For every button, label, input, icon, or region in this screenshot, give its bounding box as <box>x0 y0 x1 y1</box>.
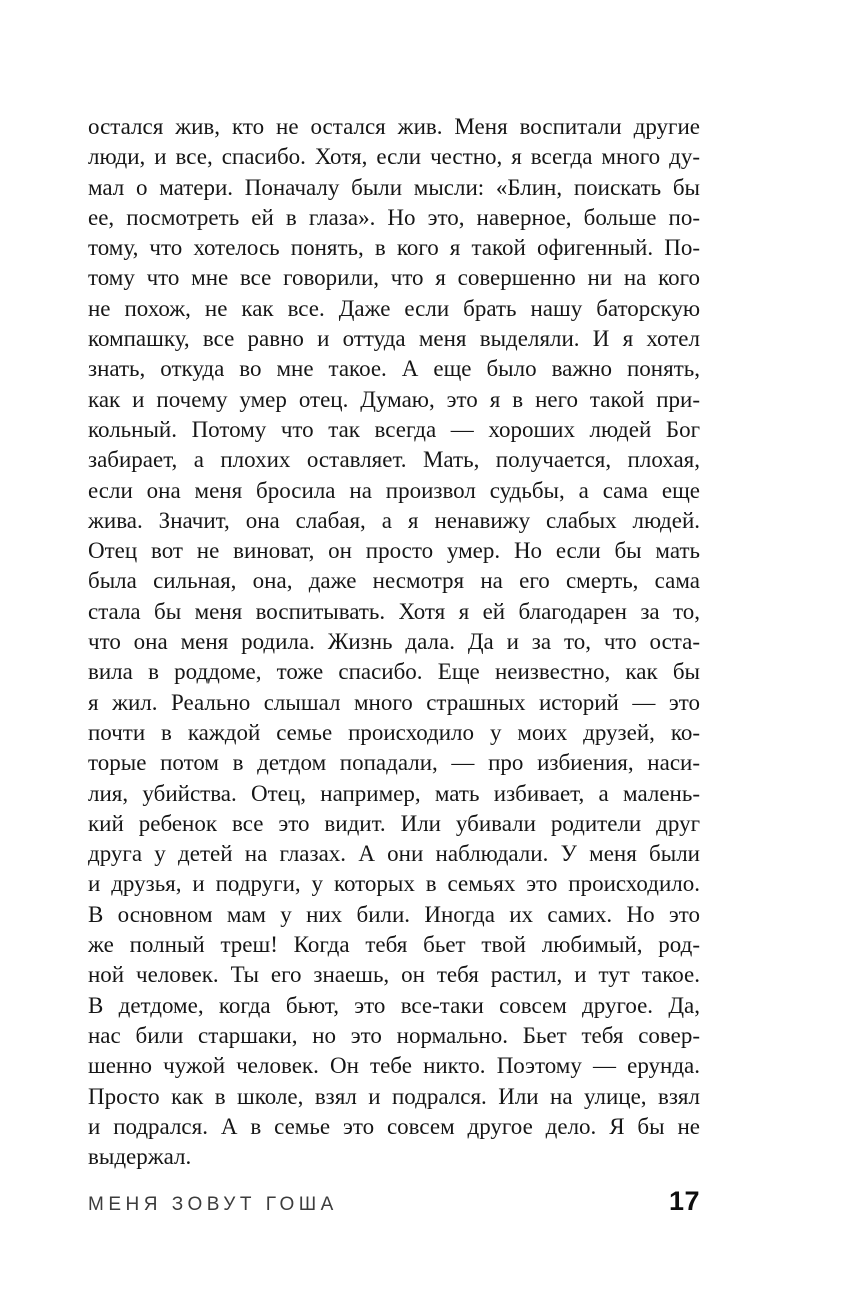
text-line: была сильная, она, даже несмотря на его смерть, сама <box>88 568 700 594</box>
running-title: МЕНЯ ЗОВУТ ГОША <box>88 1194 338 1215</box>
text-line: кольный. Потому что так всегда — хороших людей Бог <box>88 416 700 442</box>
text-line: тому что мне все говорили, что я совершенно ни на кого <box>88 265 700 291</box>
text-line: я жил. Реально слышал много страшных историй — это <box>88 689 700 715</box>
text-line: жива. Значит, она слабая, а я ненавижу слабых людей. <box>88 507 700 533</box>
text-line: ной человек. Ты его знаешь, он тебя растил, и тут такое. <box>88 962 700 988</box>
text-line: Просто как в школе, взял и подрался. Или на улице, взял <box>88 1083 700 1109</box>
text-line: же полный треш! Когда тебя бьет твой любимый, род- <box>88 932 700 958</box>
text-line: знать, откуда во мне такое. А еще было важно понять, <box>88 356 700 382</box>
text-line: лия, убийства. Отец, например, мать избивает, а малень- <box>88 780 700 806</box>
text-line: шенно чужой человек. Он тебе никто. Поэтому — ерунда. <box>88 1053 700 1079</box>
text-line: и друзья, и подруги, у которых в семьях это происходило. <box>88 871 700 897</box>
text-line: остался жив, кто не остался жив. Меня воспитали другие <box>88 114 700 139</box>
page-number: 17 <box>668 1186 700 1216</box>
text-line: и подрался. А в семье это совсем другое дело. Я бы не <box>88 1113 700 1139</box>
text-line: выдержал. <box>88 1144 192 1170</box>
text-line: забирает, а плохих оставляет. Мать, получается, плохая, <box>88 447 700 473</box>
text-line: компашку, все равно и оттуда меня выделяли. И я хотел <box>88 326 700 352</box>
text-line: нас били старшаки, но это нормально. Бьет тебя совер- <box>88 1022 700 1048</box>
text-line: стала бы меня воспитывать. Хотя я ей благодарен за то, <box>88 598 700 624</box>
text-line: В детдоме, когда бьют, это все-таки совсем другое. Да, <box>88 992 700 1018</box>
text-line: ее, посмотреть ей в глаза». Но это, наверное, больше по- <box>88 204 700 230</box>
body-text-block <box>88 112 700 1172</box>
text-line: друга у детей на глазах. А они наблюдали. У меня были <box>88 841 700 867</box>
page-footer <box>88 1186 700 1222</box>
text-line: вила в роддоме, тоже спасибо. Еще неизвестно, как бы <box>88 659 700 685</box>
text-line: не похож, не как все. Даже если брать нашу баторскую <box>88 295 700 321</box>
text-line: Отец вот не виноват, он просто умер. Но если бы мать <box>88 538 700 564</box>
text-line: кий ребенок все это видит. Или убивали родители друг <box>88 810 700 836</box>
text-line: как и почему умер отец. Думаю, это я в него такой при- <box>88 386 700 412</box>
text-line: торые потом в детдом попадали, — про избиения, наси- <box>88 750 700 776</box>
text-line: почти в каждой семье происходило у моих друзей, ко- <box>88 719 700 745</box>
text-line: люди, и все, спасибо. Хотя, если честно, я всегда много ду- <box>88 144 700 170</box>
text-line: В основном мам у них били. Иногда их самих. Но это <box>88 901 700 927</box>
text-line: тому, что хотелось понять, в кого я такой офигенный. По- <box>88 235 700 261</box>
text-line: мал о матери. Поначалу были мысли: «Блин, поискать бы <box>88 174 700 200</box>
text-line: если она меня бросила на произвол судьбы, а сама еще <box>88 477 700 503</box>
text-line: что она меня родила. Жизнь дала. Да и за то, что оста- <box>88 629 700 655</box>
